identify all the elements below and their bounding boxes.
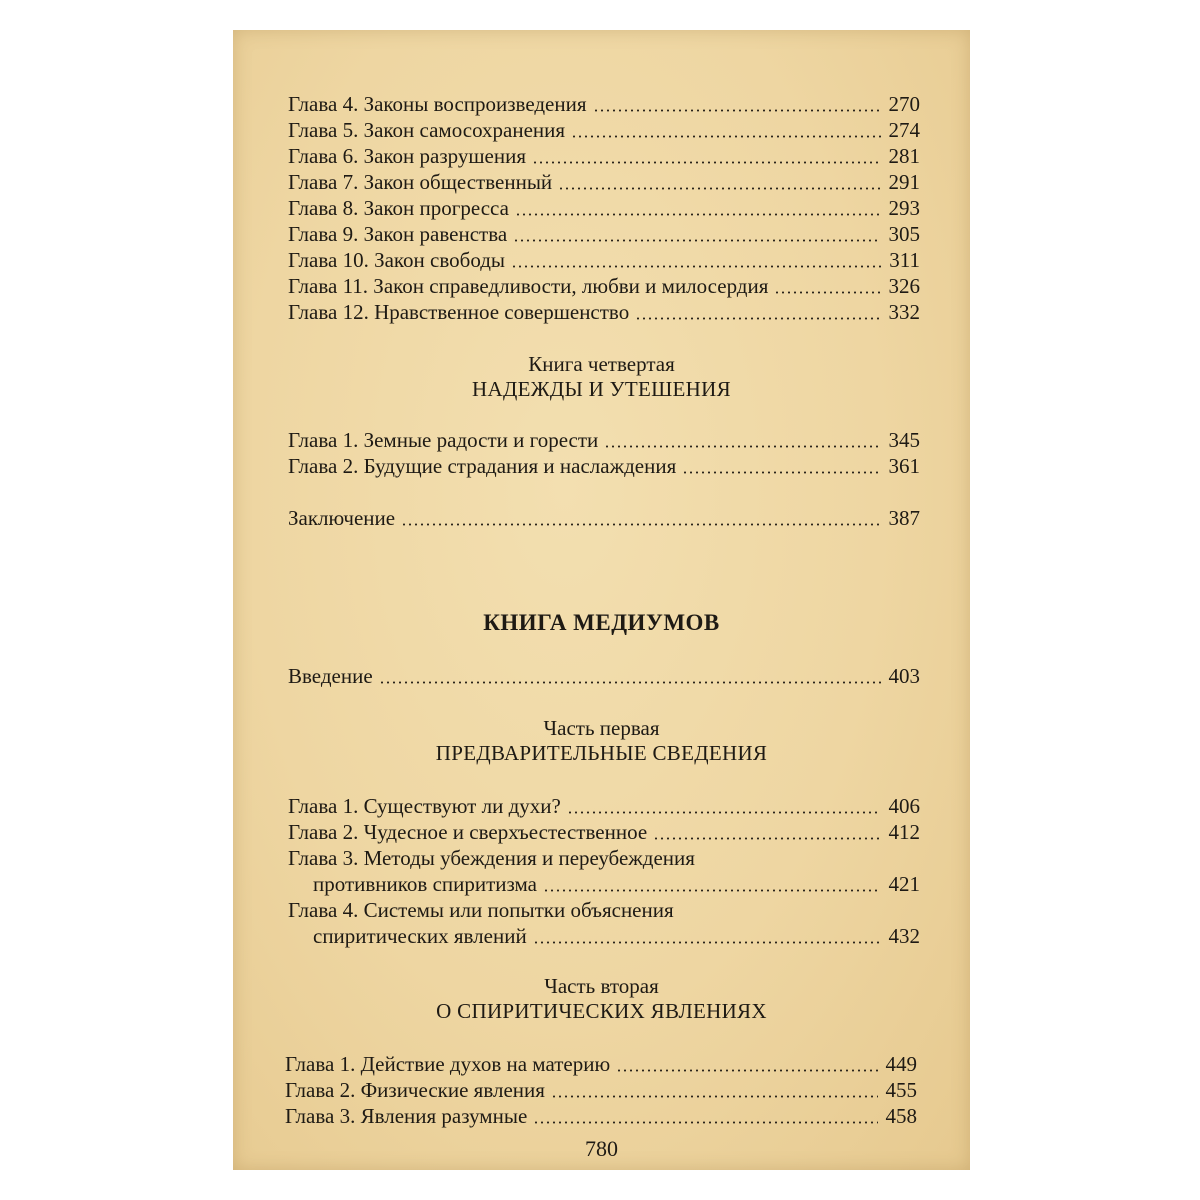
toc-entry-label: Глава 3. Методы убеждения и переубеждения bbox=[288, 846, 695, 870]
toc-entry-label: Глава 2. Физические явления bbox=[285, 1078, 545, 1102]
toc-entry-label: Глава 6. Закон разрушения bbox=[288, 144, 527, 168]
toc-entry-page: 274 bbox=[888, 118, 920, 142]
toc-entry bbox=[288, 222, 920, 248]
toc-entry-page: 293 bbox=[888, 196, 920, 220]
toc-entry-label: Глава 10. Закон свободы bbox=[288, 248, 506, 272]
toc-entry-label: спиритических явлений bbox=[313, 924, 527, 948]
toc-entry-page: 406 bbox=[888, 794, 920, 818]
toc-entry-page: 387 bbox=[888, 506, 920, 530]
dot-leader bbox=[532, 161, 880, 164]
toc-entry-label: Глава 2. Будущие страдания и наслаждения bbox=[288, 454, 677, 478]
section-title: НАДЕЖДЫ И УТЕШЕНИЯ bbox=[472, 377, 731, 401]
section-subtitle: Книга четвертая bbox=[528, 352, 675, 376]
section-title: О СПИРИТИЧЕСКИХ ЯВЛЕНИЯХ bbox=[436, 999, 767, 1023]
toc-entry bbox=[288, 820, 920, 846]
page-number: 780 bbox=[585, 1136, 618, 1161]
toc-entry-page: 270 bbox=[888, 92, 920, 116]
toc-entry-label: Глава 1. Действие духов на материю bbox=[285, 1052, 611, 1076]
toc-entry-page: 291 bbox=[888, 170, 920, 194]
dot-leader bbox=[379, 681, 881, 684]
dot-leader bbox=[571, 135, 880, 138]
dot-leader bbox=[682, 471, 880, 474]
toc-entry bbox=[288, 118, 920, 144]
toc-entry-page: 449 bbox=[885, 1052, 917, 1076]
dot-leader bbox=[604, 445, 880, 448]
toc-entry-introduction bbox=[288, 664, 920, 690]
toc-entry bbox=[288, 428, 920, 454]
toc-entry-first-line bbox=[288, 898, 920, 924]
dot-leader bbox=[513, 239, 880, 242]
toc-entry-label: Глава 11. Закон справедливости, любви и милосердия bbox=[288, 274, 769, 298]
toc-entry-label: Глава 8. Закон прогресса bbox=[288, 196, 509, 220]
toc-entry-page: 326 bbox=[888, 274, 920, 298]
book-title: КНИГА МЕДИУМОВ bbox=[483, 610, 720, 635]
dot-leader bbox=[401, 523, 880, 526]
toc-entry-label: Глава 3. Явления разумные bbox=[285, 1104, 528, 1128]
toc-entry-conclusion bbox=[288, 506, 920, 532]
toc-entry-page: 281 bbox=[888, 144, 920, 168]
toc-entry-page: 311 bbox=[889, 248, 920, 272]
toc-entry-page: 421 bbox=[888, 872, 920, 896]
toc-entry-label: Глава 7. Закон общественный bbox=[288, 170, 553, 194]
toc-entry-page: 305 bbox=[888, 222, 920, 246]
dot-leader bbox=[558, 187, 880, 190]
toc-entry bbox=[288, 170, 920, 196]
toc-entry-page: 432 bbox=[888, 924, 920, 948]
toc-entry bbox=[288, 92, 920, 118]
dot-leader bbox=[551, 1095, 878, 1098]
toc-entry bbox=[285, 1104, 917, 1130]
toc-entry-label: Глава 9. Закон равенства bbox=[288, 222, 508, 246]
toc-entry-page: 412 bbox=[888, 820, 920, 844]
dot-leader bbox=[533, 941, 881, 944]
toc-entry-page: 332 bbox=[888, 300, 920, 324]
toc-entry-label: Введение bbox=[288, 664, 373, 688]
dot-leader bbox=[653, 837, 880, 840]
toc-entry-first-line bbox=[288, 846, 920, 872]
dot-leader bbox=[515, 213, 881, 216]
toc-entry bbox=[288, 248, 920, 274]
dot-leader bbox=[635, 317, 880, 320]
toc-entry bbox=[288, 300, 920, 326]
toc-entry-page: 403 bbox=[888, 664, 920, 688]
toc-entry-label: Глава 4. Законы воспроизведения bbox=[288, 92, 587, 116]
section-title: ПРЕДВАРИТЕЛЬНЫЕ СВЕДЕНИЯ bbox=[435, 741, 768, 765]
toc-entry bbox=[288, 196, 920, 222]
toc-entry-page: 455 bbox=[885, 1078, 917, 1102]
dot-leader bbox=[567, 811, 881, 814]
dot-leader bbox=[774, 291, 880, 294]
toc-entry-label: Заключение bbox=[288, 506, 396, 530]
toc-entry-label: Глава 5. Закон самосохранения bbox=[288, 118, 566, 142]
toc-entry bbox=[288, 274, 920, 300]
dot-leader bbox=[543, 889, 881, 892]
book-page bbox=[233, 30, 970, 1170]
toc-entry bbox=[285, 1078, 917, 1104]
section-subtitle: Часть вторая bbox=[544, 974, 659, 998]
toc-entry-continuation bbox=[313, 872, 920, 898]
toc-entry-label: Глава 1. Существуют ли духи? bbox=[288, 794, 561, 818]
toc-entry-label: противников спиритизма bbox=[313, 872, 537, 896]
toc-entry-page: 361 bbox=[888, 454, 920, 478]
toc-entry-label: Глава 4. Системы или попытки объяснения bbox=[288, 898, 674, 922]
dot-leader bbox=[593, 109, 881, 112]
dot-leader bbox=[533, 1121, 877, 1124]
toc-entry-label: Глава 2. Чудесное и сверхъестественное bbox=[288, 820, 648, 844]
toc-entry bbox=[285, 1052, 917, 1078]
toc-entry-page: 458 bbox=[885, 1104, 917, 1128]
toc-entry bbox=[288, 454, 920, 480]
dot-leader bbox=[511, 265, 881, 268]
toc-entry bbox=[288, 794, 920, 820]
dot-leader bbox=[616, 1069, 877, 1072]
toc-entry-page: 345 bbox=[888, 428, 920, 452]
section-subtitle: Часть первая bbox=[543, 716, 660, 740]
toc-entry-label: Глава 12. Нравственное совершенство bbox=[288, 300, 630, 324]
toc-entry-continuation bbox=[313, 924, 920, 950]
toc-entry-label: Глава 1. Земные радости и горести bbox=[288, 428, 599, 452]
toc-entry bbox=[288, 144, 920, 170]
